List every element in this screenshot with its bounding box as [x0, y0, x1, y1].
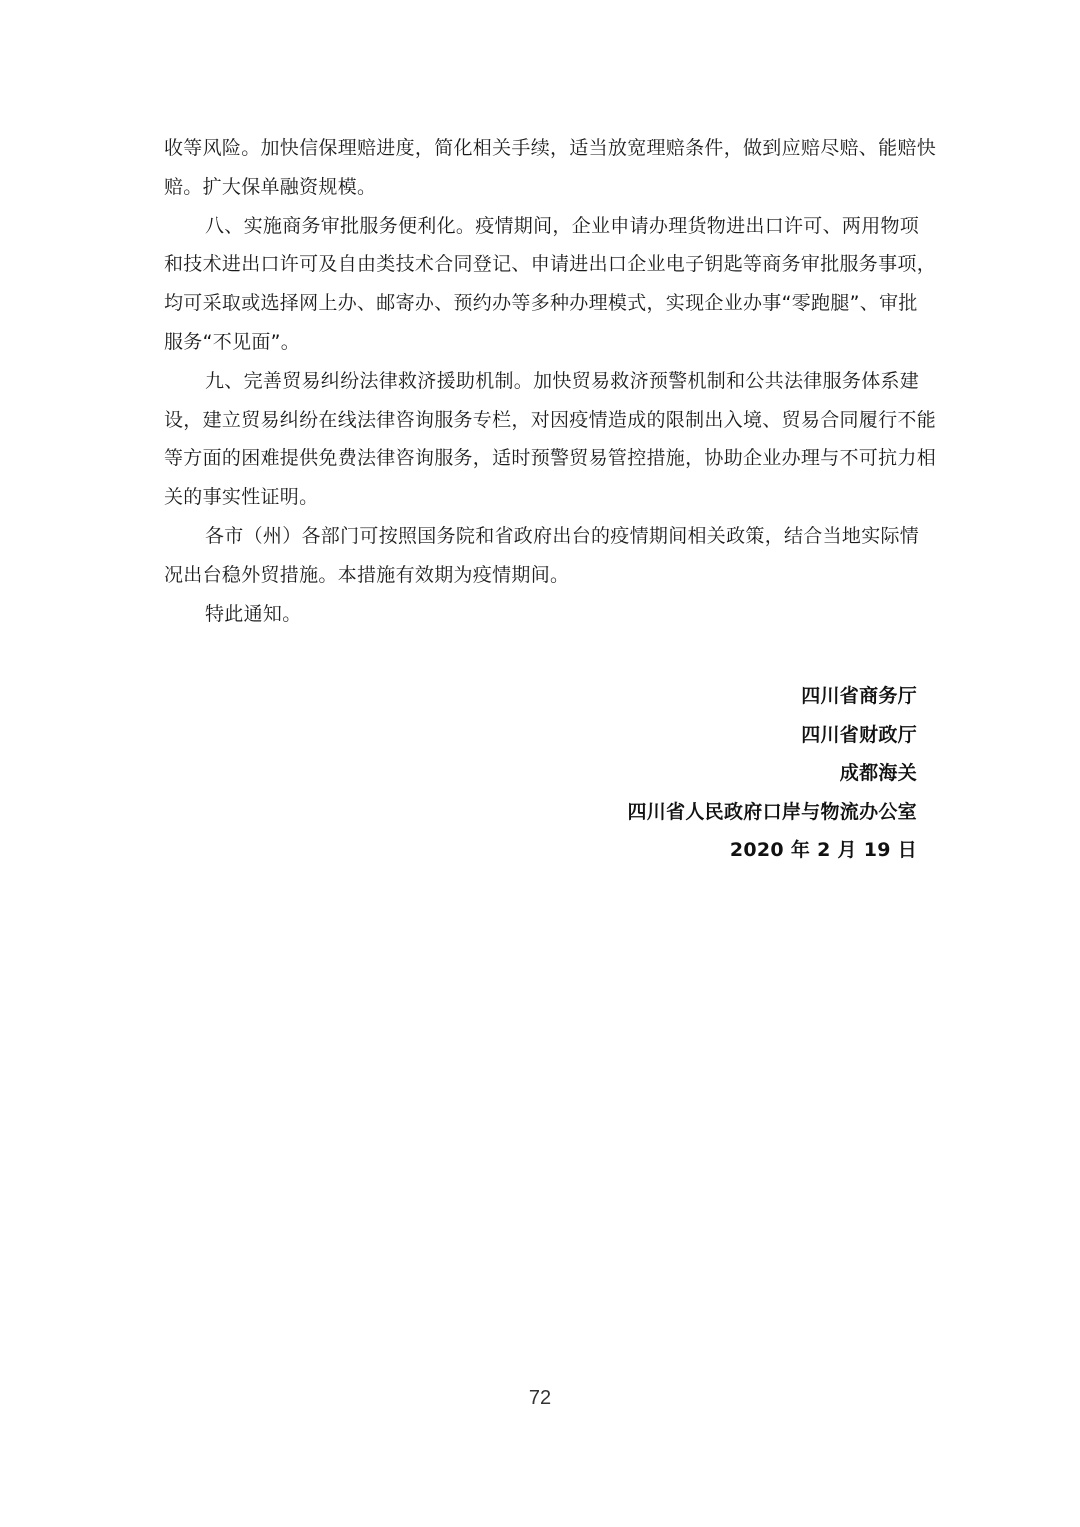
paragraph-item-eight — [164, 207, 937, 362]
issuer-commerce-department: 四川省商务厅 — [801, 685, 917, 707]
text-line: 特此通知。 — [205, 602, 302, 625]
text-line: 均可采取或选择网上办、邮寄办、预约办等多种办理模式，实现企业办事“零跑腿”、审批 — [164, 292, 918, 315]
page-number: 72 — [528, 1387, 552, 1409]
paragraph-item-nine — [164, 362, 937, 517]
signature-block — [627, 677, 917, 870]
text-line: 收等风险。加快信保理赔进度，简化相关手续，适当放宽理赔条件，做到应赔尽赔、能赔快 — [164, 137, 937, 159]
document-body — [164, 129, 937, 633]
paragraph-notice — [164, 595, 918, 634]
text-line: 九、完善贸易纠纷法律救济援助机制。加快贸易救济预警机制和公共法律服务体系建 — [205, 369, 920, 392]
signature-date: 2020 年 2 月 19 日 — [729, 839, 917, 861]
paragraph-continuation — [164, 129, 937, 207]
text-line: 和技术进出口许可及自由类技术合同登记、申请进出口企业电子钥匙等商务审批服务事项， — [164, 253, 937, 276]
text-line: 设，建立贸易纠纷在线法律咨询服务专栏，对因疫情造成的限制出入境、贸易合同履行不能 — [164, 408, 937, 431]
issuer-port-logistics-office: 四川省人民政府口岸与物流办公室 — [627, 800, 917, 823]
text-line: 各市（州）各部门可按照国务院和省政府出台的疫情期间相关政策，结合当地实际情 — [205, 524, 920, 547]
text-line: 况出台稳外贸措施。本措施有效期为疫情期间。 — [164, 563, 570, 586]
issuer-chengdu-customs: 成都海关 — [839, 762, 917, 784]
paragraph-local-policy — [164, 517, 918, 595]
text-line: 关的事实性证明。 — [164, 486, 319, 509]
text-line: 等方面的困难提供免费法律咨询服务，适时预警贸易管控措施，协助企业办理与不可抗力相 — [164, 447, 937, 470]
issuer-finance-department: 四川省财政厅 — [801, 723, 917, 746]
text-line: 八、实施商务审批服务便利化。疫情期间，企业申请办理货物进出口许可、两用物项 — [205, 214, 920, 237]
text-line: 赔。扩大保单融资规模。 — [164, 175, 377, 198]
text-line: 服务“不见面”。 — [164, 330, 301, 353]
